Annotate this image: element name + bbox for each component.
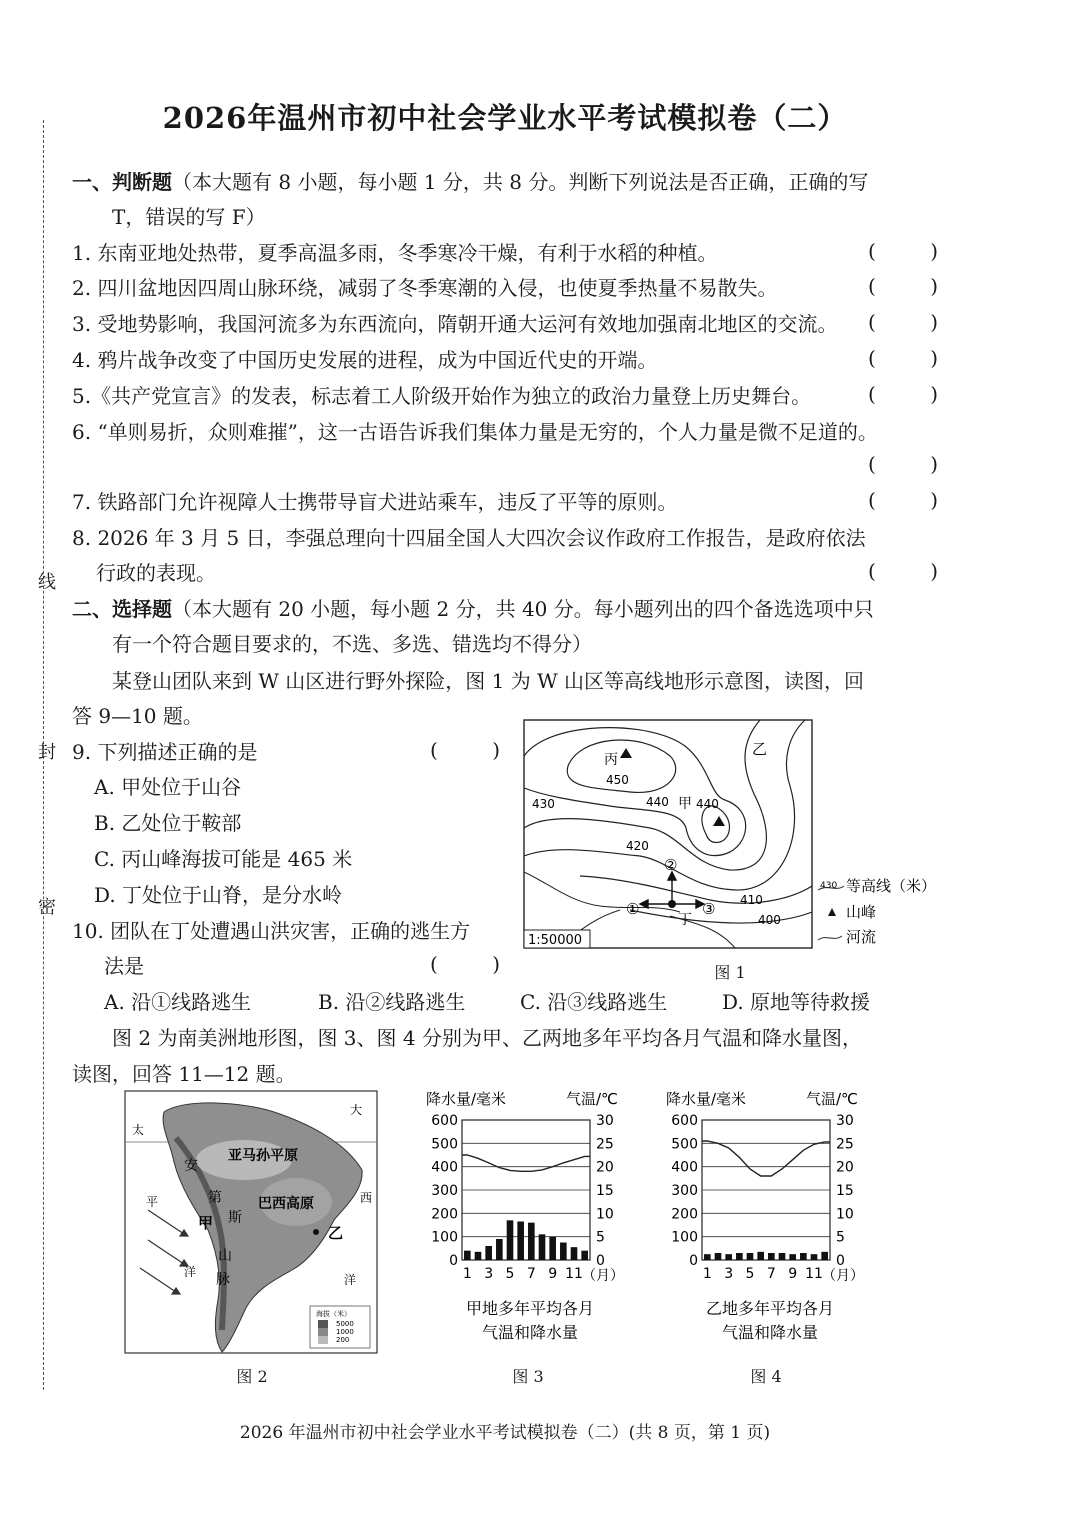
tf-question-8: 8. 2026 年 3 月 5 日，李强总理向十四届全国人大四次会议作政府工作报告，是政府依法 xyxy=(72,526,866,550)
chart3-bar-month-7 xyxy=(528,1223,535,1260)
chart3-xtick: 3 xyxy=(484,1266,494,1282)
intro-9-10: 某登山团队来到 W 山区进行野外探险，图 1 为 W 山区等高线地形示意图，读图，回 xyxy=(112,669,864,693)
answer-blank-6[interactable]: ( ) xyxy=(868,452,938,476)
chart3-bar-month-11 xyxy=(571,1247,578,1260)
tf-question-5: 5.《共产党宣言》的发表，标志着工人阶级开始作为独立的政治力量登上历史舞台。 xyxy=(72,384,812,408)
answer-blank-9[interactable]: ( ) xyxy=(430,738,500,762)
q9-option-c[interactable]: C. 丙山峰海拔可能是 465 米 xyxy=(94,847,353,871)
contour-map-figure1 xyxy=(520,716,960,956)
chart4-xtick: 11 xyxy=(805,1266,823,1282)
answer-blank-1[interactable]: ( ) xyxy=(868,239,938,263)
q9-option-d[interactable]: D. 丁处位于山脊，是分水岭 xyxy=(94,883,343,907)
chart4-title-line1: 乙地多年平均各月 xyxy=(705,1299,835,1318)
chart3-bar-month-8 xyxy=(539,1234,546,1260)
ocean-xi: 西 xyxy=(360,1191,373,1205)
binding-char-xian: 线 xyxy=(38,572,56,593)
chart3-bar-month-2 xyxy=(475,1252,482,1260)
chart3-ytick-left: 500 xyxy=(431,1136,458,1153)
chart3-ytick-left: 300 xyxy=(431,1183,458,1199)
legend-1000: 1000 xyxy=(336,1328,354,1336)
chart4-bar-month-9 xyxy=(789,1254,796,1260)
chart4-bar-month-4 xyxy=(736,1253,743,1260)
contour-400 xyxy=(630,910,812,923)
chart4-ytick-left: 0 xyxy=(689,1253,698,1269)
chart4-ytick-right: 25 xyxy=(836,1136,854,1153)
chart3-ytick-right: 25 xyxy=(596,1136,614,1153)
q10-option-d[interactable]: D. 原地等待救援 xyxy=(722,990,871,1014)
q9-option-a[interactable]: A. 甲处位于山谷 xyxy=(94,775,242,799)
chart4-ytick-left: 500 xyxy=(671,1136,698,1153)
contour-lines xyxy=(524,720,812,923)
q10-option-c[interactable]: C. 沿③线路逃生 xyxy=(520,990,668,1014)
chart3-ytick-left: 100 xyxy=(431,1229,458,1246)
intro-11-12: 图 2 为南美洲地形图，图 3、图 4 分别为甲、乙两地多年平均各月气温和降水量图， xyxy=(112,1026,862,1050)
chart3-ytick-right: 5 xyxy=(596,1229,605,1246)
route-2-label: ② xyxy=(664,856,678,874)
section1-head: 一、判断题 xyxy=(72,170,172,194)
chart4-xlabel: （月） xyxy=(822,1268,864,1284)
contour-label-440b: 440 xyxy=(696,797,719,811)
chart3-ytick-right: 20 xyxy=(596,1159,614,1176)
intro-9-10-cont: 答 9—10 题。 xyxy=(72,704,203,728)
ocean-ping: 平 xyxy=(146,1195,159,1209)
chart4-bar-month-8 xyxy=(779,1253,786,1260)
chart4-ytick-right: 30 xyxy=(836,1113,854,1129)
q9-stem: 9. 下列描述正确的是 xyxy=(72,740,258,764)
chart3-xtick: 7 xyxy=(526,1266,536,1282)
chart3-xtick: 5 xyxy=(505,1266,515,1282)
chart3-title-line2: 气温和降水量 xyxy=(481,1323,579,1342)
ocean-tai: 太 xyxy=(132,1123,145,1137)
binding-char-feng: 封 xyxy=(38,742,56,763)
answer-blank-10[interactable]: ( ) xyxy=(430,952,500,976)
chart3-bar-month-1 xyxy=(464,1251,471,1260)
chart3-ylabel-left: 降水量/毫米 xyxy=(426,1090,507,1108)
map-scale: 1:50000 xyxy=(528,933,583,948)
chart4-xtick: 3 xyxy=(724,1266,734,1282)
chart4-temperature-line xyxy=(702,1141,830,1176)
chart3-ytick-left: 400 xyxy=(431,1159,458,1176)
climate-chart-figure4 xyxy=(660,1082,890,1342)
answer-blank-7[interactable]: ( ) xyxy=(868,488,938,512)
answer-blank-2[interactable]: ( ) xyxy=(868,274,938,298)
chart3-title-line1: 甲地多年平均各月 xyxy=(465,1299,595,1318)
chart3-bar-month-12 xyxy=(581,1251,588,1260)
contour-label-430: 430 xyxy=(532,797,555,811)
chart4-ytick-right: 0 xyxy=(836,1253,845,1269)
figure2-caption: 图 2 xyxy=(236,1367,268,1386)
chart3-bar-month-5 xyxy=(507,1220,514,1260)
q10-option-b[interactable]: B. 沿②线路逃生 xyxy=(318,990,466,1014)
legend-peak: 山峰 xyxy=(846,903,877,921)
chart3-xtick: 11 xyxy=(565,1266,583,1282)
q10-stem-cont: 法是 xyxy=(104,954,144,978)
answer-blank-3[interactable]: ( ) xyxy=(868,310,938,334)
contour-410 xyxy=(580,876,812,903)
intro-11-12-cont: 读图，回答 11—12 题。 xyxy=(72,1062,296,1086)
answer-blank-5[interactable]: ( ) xyxy=(868,382,938,406)
ocean-yang2: 洋 xyxy=(344,1273,357,1287)
legend-title: 海拔（米） xyxy=(316,1310,351,1318)
contour-label-410: 410 xyxy=(740,893,763,907)
section2-note: （本大题有 20 小题，每小题 2 分，共 40 分。每小题列出的四个备选选项中只 xyxy=(172,597,874,621)
chart3-bar-month-4 xyxy=(496,1239,503,1260)
chart3-xtick: 9 xyxy=(548,1266,558,1282)
section1-heading xyxy=(72,168,868,196)
section2-head: 二、选择题 xyxy=(72,597,172,621)
label-amazon: 亚马孙平原 xyxy=(228,1148,298,1164)
chart4-bar-month-2 xyxy=(715,1253,722,1260)
chart3-ytick-left: 200 xyxy=(431,1206,458,1223)
label-andes-si: 斯 xyxy=(228,1210,242,1226)
tf-question-3: 3. 受地势影响，我国河流多为东西流向，隋朝开通大运河有效地加强南北地区的交流。 xyxy=(72,312,838,336)
chart3-ytick-right: 10 xyxy=(596,1206,614,1223)
legend-river-line xyxy=(818,936,842,940)
binding-char-mi: 密 xyxy=(38,897,56,918)
peak-jia-icon xyxy=(713,816,725,826)
chart4-ytick-right: 20 xyxy=(836,1159,854,1176)
label-andes-mai: 脉 xyxy=(216,1272,230,1288)
label-yi: 乙 xyxy=(752,740,768,758)
page-title: 2026年温州市初中社会学业水平考试模拟卷（二） xyxy=(162,101,848,135)
contour-label-440a: 440 xyxy=(646,795,669,809)
chart4-ylabel-left: 降水量/毫米 xyxy=(666,1090,747,1108)
figure1-caption: 图 1 xyxy=(714,963,746,982)
section1-note-cont: T，错误的写 F） xyxy=(112,205,266,229)
chart4-bar-month-6 xyxy=(757,1252,764,1260)
chart4-bar-month-3 xyxy=(725,1254,732,1260)
chart4-ytick-right: 10 xyxy=(836,1206,854,1223)
route-1-label: ① xyxy=(626,900,640,918)
label-andes-di: 第 xyxy=(208,1190,222,1206)
contour-label-450: 450 xyxy=(606,773,629,787)
chart4-ytick-left: 300 xyxy=(671,1183,698,1199)
south-america-map-figure2 xyxy=(124,1090,378,1354)
label-bing: 丙 xyxy=(604,752,618,768)
tf-question-7: 7. 铁路部门允许视障人士携带导盲犬进站乘车，违反了平等的原则。 xyxy=(72,490,678,514)
chart4-ytick-left: 400 xyxy=(671,1159,698,1176)
chart3-xtick: 1 xyxy=(462,1266,472,1282)
chart4-bar-month-12 xyxy=(821,1252,828,1260)
ocean-da: 大 xyxy=(350,1103,363,1117)
chart4-bar-month-11 xyxy=(811,1254,818,1260)
figure3-caption: 图 3 xyxy=(512,1367,544,1386)
contour-label-420: 420 xyxy=(626,839,649,853)
contour-440 xyxy=(524,728,746,856)
chart3-ytick-left: 0 xyxy=(449,1253,458,1269)
chart3-ytick-right: 0 xyxy=(596,1253,605,1269)
legend-river: 河流 xyxy=(846,928,877,946)
route-3-label: ③ xyxy=(702,900,716,918)
legend-contour: 等高线（米） xyxy=(846,877,937,895)
escape-arrows xyxy=(640,872,704,908)
answer-blank-4[interactable]: ( ) xyxy=(868,346,938,370)
chart3-bar-month-9 xyxy=(549,1237,556,1260)
tf-question-4: 4. 鸦片战争改变了中国历史发展的进程，成为中国近代史的开端。 xyxy=(72,348,658,372)
tf-question-1: 1. 东南亚地处热带，夏季高温多雨，冬季寒冷干燥，有利于水稻的种植。 xyxy=(72,241,718,265)
tf-question-8-cont: 行政的表现。 xyxy=(96,561,216,585)
chart3-bar-month-3 xyxy=(485,1246,492,1260)
tf-question-2: 2. 四川盆地因四周山脉环绕，减弱了冬季寒潮的入侵，也使夏季热量不易散失。 xyxy=(72,276,778,300)
chart3-ylabel-right: 气温/℃ xyxy=(566,1090,618,1108)
peak-bing-icon xyxy=(620,748,632,758)
chart3-ytick-left: 600 xyxy=(431,1113,458,1129)
page-footer: 2026 年温州市初中社会学业水平考试模拟卷（二）(共 8 页，第 1 页) xyxy=(239,1423,771,1443)
chart4-ytick-left: 200 xyxy=(671,1206,698,1223)
label-jia: 甲 xyxy=(678,796,692,812)
chart4-ylabel-right: 气温/℃ xyxy=(806,1090,858,1108)
chart4-bar-month-1 xyxy=(704,1254,711,1260)
chart3-ytick-right: 15 xyxy=(596,1183,614,1199)
tf-question-6: 6. “单则易折，众则难摧”，这一古语告诉我们集体力量是无穷的，个人力量是微不足道的。 xyxy=(72,420,878,444)
label-andes-shan: 山 xyxy=(218,1248,232,1264)
contour-label-400: 400 xyxy=(758,913,781,927)
section1-note: （本大题有 8 小题，每小题 1 分，共 8 分。判断下列说法是否正确，正确的写 xyxy=(172,170,869,194)
label-ding: 丁 xyxy=(678,912,692,928)
chart4-ytick-right: 5 xyxy=(836,1229,845,1246)
chart3-bar-month-6 xyxy=(517,1222,524,1261)
q10-stem: 10. 团队在丁处遭遇山洪灾害，正确的逃生方 xyxy=(72,919,471,943)
chart4-xtick: 9 xyxy=(788,1266,798,1282)
chart4-bar-month-5 xyxy=(747,1253,754,1260)
climate-chart-figure3 xyxy=(420,1082,650,1342)
legend-200: 200 xyxy=(336,1336,350,1344)
chart4-title-line2: 气温和降水量 xyxy=(721,1323,819,1342)
label-andes-an: 安 xyxy=(184,1158,198,1174)
section2-heading xyxy=(72,595,874,623)
point-yi xyxy=(313,1229,319,1235)
figure4-caption: 图 4 xyxy=(750,1367,782,1386)
chart3-temperature-line xyxy=(462,1155,590,1171)
ocean-yang: 洋 xyxy=(184,1265,197,1279)
chart4-bar-month-10 xyxy=(800,1253,807,1260)
legend-peak-icon xyxy=(828,908,836,916)
chart3-ytick-right: 30 xyxy=(596,1113,614,1129)
label-brazil: 巴西高原 xyxy=(258,1196,314,1212)
chart4-xtick: 7 xyxy=(766,1266,776,1282)
q10-option-a[interactable]: A. 沿①线路逃生 xyxy=(104,990,252,1014)
chart3-bar-month-10 xyxy=(560,1243,567,1261)
chart3-xlabel: （月） xyxy=(582,1268,624,1284)
answer-blank-8[interactable]: ( ) xyxy=(868,559,938,583)
legend-5000: 5000 xyxy=(336,1320,354,1328)
label-yi: 乙 xyxy=(328,1224,344,1242)
chart4-ytick-right: 15 xyxy=(836,1183,854,1199)
label-jia: 甲 xyxy=(198,1214,214,1232)
legend-contour-num: 430 xyxy=(820,881,838,891)
chart4-xtick: 5 xyxy=(745,1266,755,1282)
q9-option-b[interactable]: B. 乙处位于鞍部 xyxy=(94,811,242,835)
chart4-bar-month-7 xyxy=(768,1253,775,1260)
chart4-xtick: 1 xyxy=(702,1266,712,1282)
chart4-ytick-left: 600 xyxy=(671,1113,698,1129)
section2-note-cont: 有一个符合题目要求的，不选、多选、错选均不得分） xyxy=(112,632,592,656)
chart4-ytick-left: 100 xyxy=(671,1229,698,1246)
